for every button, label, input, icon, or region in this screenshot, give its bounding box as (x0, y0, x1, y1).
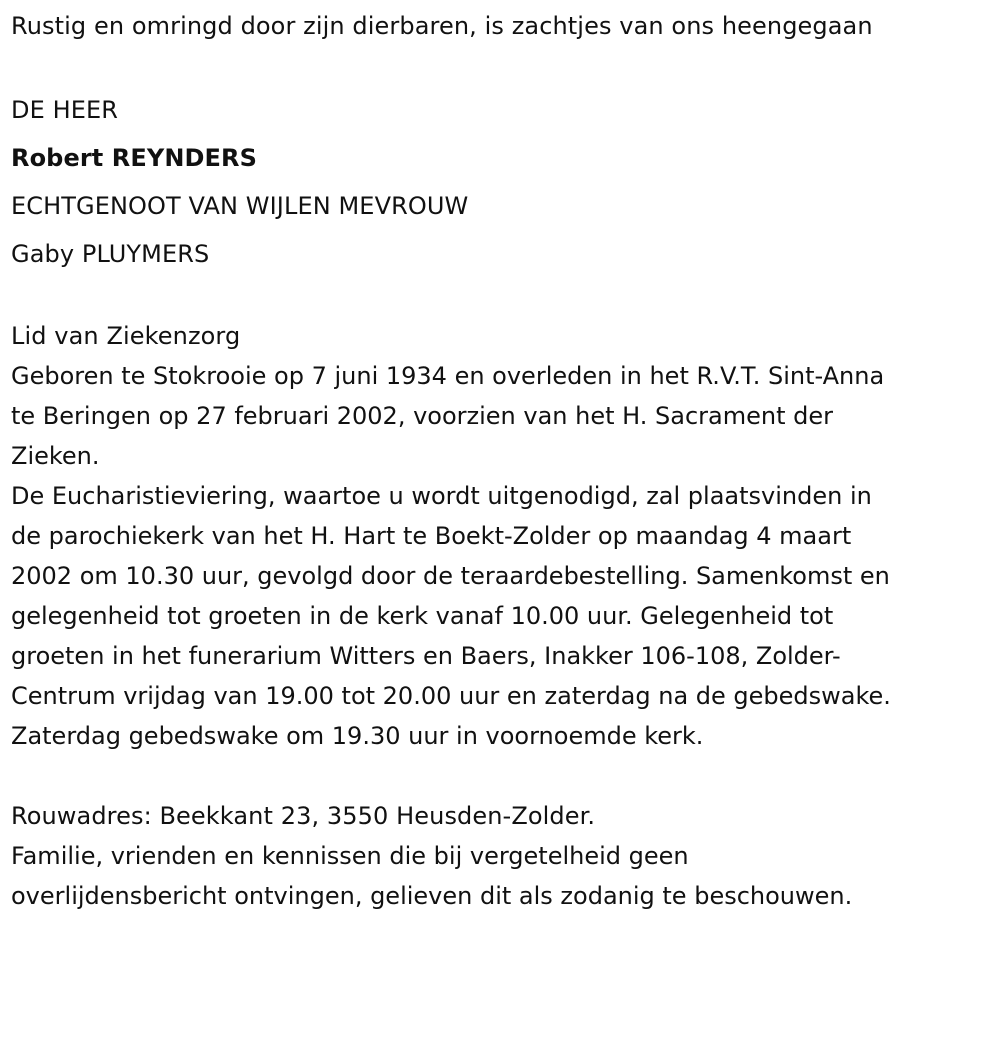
paragraph-line: groeten in het funerarium Witters en Baers, Inakker 106-108, Zolder- (11, 642, 841, 670)
paragraph-line: De Eucharistieviering, waartoe u wordt uitgenodigd, zal plaatsvinden in (11, 482, 872, 510)
paragraph-line: Zaterdag gebedswake om 19.30 uur in voornoemde kerk. (11, 722, 704, 750)
deceased-name: Robert REYNDERS (11, 144, 258, 172)
spouse-label: ECHTGENOOT VAN WIJLEN MEVROUW (11, 192, 469, 220)
ceremony-paragraph (11, 476, 991, 756)
notice-paragraph (11, 836, 991, 916)
paragraph-line: Zieken. (11, 442, 100, 470)
paragraph-line: Centrum vrijdag van 19.00 tot 20.00 uur en zaterdag na de gebedswake. (11, 682, 891, 710)
paragraph-line: Geboren te Stokrooie op 7 juni 1934 en overleden in het R.V.T. Sint-Anna (11, 362, 885, 390)
intro-text: Rustig en omringd door zijn dierbaren, is zachtjes van ons heengegaan (11, 12, 873, 40)
mourning-address: Rouwadres: Beekkant 23, 3550 Heusden-Zolder. (11, 802, 596, 830)
title-text: DE HEER (11, 96, 119, 124)
paragraph-line: 2002 om 10.30 uur, gevolgd door de teraardebestelling. Samenkomst en (11, 562, 890, 590)
membership-text: Lid van Ziekenzorg (11, 322, 241, 350)
birth-death-paragraph (11, 356, 991, 476)
spouse-name: Gaby PLUYMERS (11, 240, 210, 268)
paragraph-line: te Beringen op 27 februari 2002, voorzien van het H. Sacrament der (11, 402, 833, 430)
obituary-document (11, 6, 991, 916)
paragraph-line: Familie, vrienden en kennissen die bij vergetelheid geen (11, 842, 689, 870)
paragraph-line: de parochiekerk van het H. Hart te Boekt-Zolder op maandag 4 maart (11, 522, 852, 550)
paragraph-line: gelegenheid tot groeten in de kerk vanaf 10.00 uur. Gelegenheid tot (11, 602, 834, 630)
paragraph-line: overlijdensbericht ontvingen, gelieven dit als zodanig te beschouwen. (11, 882, 853, 910)
